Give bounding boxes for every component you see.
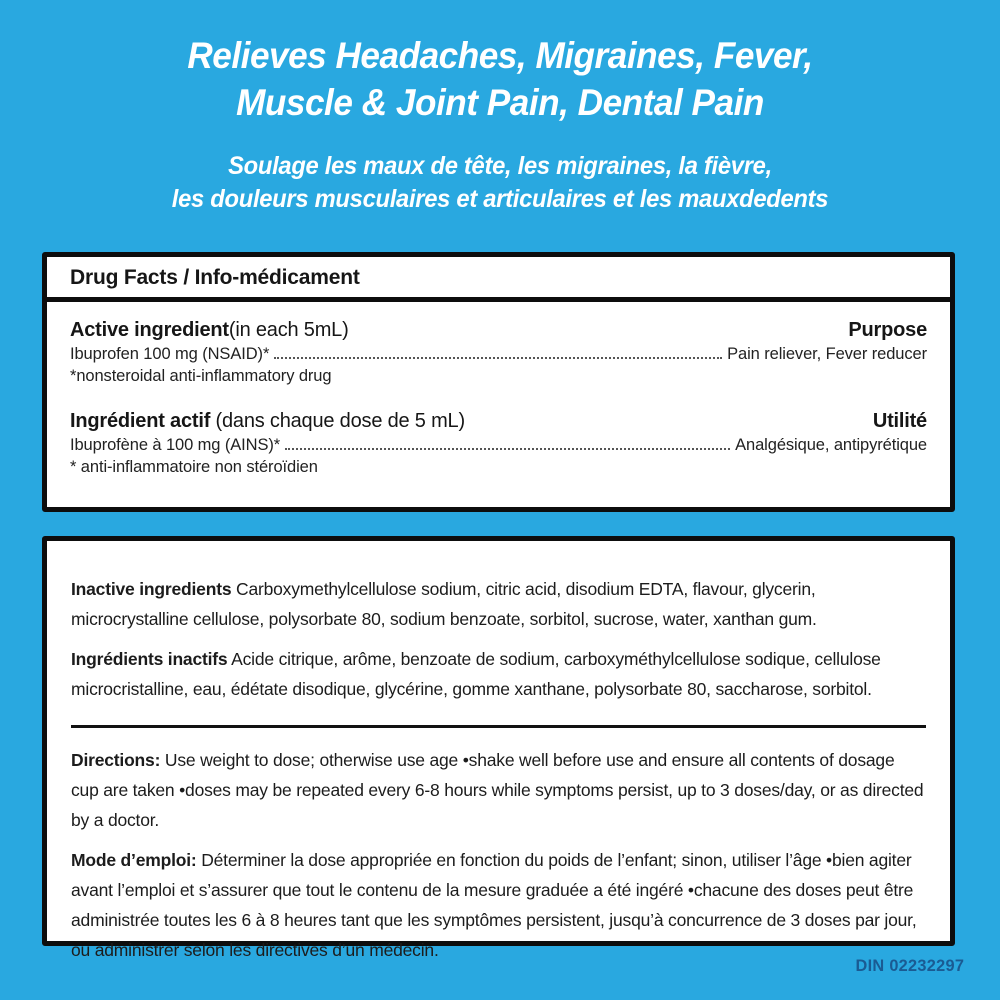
ingredient-row-fr — [70, 436, 927, 455]
directions-label-en: Directions: — [71, 750, 161, 770]
inactive-ingredients-en — [71, 574, 926, 634]
drug-facts-box — [42, 252, 955, 512]
purpose-value-en: Pain reliever, Fever reducer — [727, 345, 927, 363]
headline-english-line1: Relieves Headaches, Migraines, Fever, — [187, 35, 813, 76]
nsaid-footnote-fr: * anti-inflammatoire non stéroïdien — [70, 458, 318, 476]
directions-label-fr: Mode d’emploi: — [71, 850, 197, 870]
active-ingredient-dose-en: (in each 5mL) — [228, 319, 349, 341]
active-ingredient-heading-fr — [70, 410, 927, 433]
headline-french-line1: Soulage les maux de tête, les migraines, la fièvre, — [228, 152, 772, 180]
ingredient-name-fr: Ibuprofène à 100 mg (AINS)* — [70, 436, 281, 454]
section-divider — [71, 725, 926, 728]
headline-english-line2: Muscle & Joint Pain, Dental Pain — [236, 82, 764, 123]
purpose-label-fr: Utilité — [872, 410, 927, 432]
leader-dots — [285, 448, 730, 450]
din-number: DIN 02232297 — [855, 956, 964, 975]
directions-text-en: Use weight to dose; otherwise use age •shake well before use and ensure all contents of dosage cup are taken •doses may be repeated every 6-8 hours while symptoms persist, up to 3 doses/day, or as directed by a doctor. — [71, 750, 924, 830]
ingredient-name-en: Ibuprofen 100 mg (NSAID)* — [70, 345, 270, 363]
purpose-value-fr: Analgésique, antipyrétique — [735, 436, 927, 454]
active-ingredient-dose-fr: (dans chaque dose de 5 mL) — [210, 410, 465, 432]
inactive-ingredients-label-en: Inactive ingredients — [71, 579, 232, 599]
active-ingredient-label-en — [70, 319, 349, 342]
nsaid-footnote-en: *nonsteroidal anti-inflammatory drug — [70, 367, 332, 385]
drug-facts-title: Drug Facts / Info-médicament — [47, 257, 950, 302]
active-ingredient-heading-en — [70, 319, 927, 342]
drug-facts-body — [47, 302, 950, 477]
inactive-ingredients-fr — [71, 644, 926, 704]
inactive-ingredients-text-en: Carboxymethylcellulose sodium, citric acid, disodium EDTA, flavour, glycerin, microcrystalline cellulose, polysorbate 80, sodium benzoate, sorbitol, sucrose, water, xanthan gum. — [71, 579, 817, 629]
headline-english — [25, 32, 975, 126]
inactive-ingredients-text-fr: Acide citrique, arôme, benzoate de sodium, carboxyméthylcellulose sodique, cellulose microcristalline, eau, édétate disodique, glycérine, gomme xanthane, polysorbate 80, saccharose, sorbitol. — [71, 649, 881, 699]
inactive-ingredients-label-fr: Ingrédients inactifs — [71, 649, 228, 669]
details-box — [42, 536, 955, 960]
directions-fr — [71, 845, 926, 965]
directions-text-fr: Déterminer la dose appropriée en fonction du poids de l’enfant; sinon, utiliser l’âge •bien agiter avant l’emploi et s’assurer que tout le contenu de la mesure graduée a été ingéré •chacune des doses peut être administrée toutes les 6 à 8 heures tant que les symptômes persistent, jusqu’à concurrence de 3 doses par jour, ou administrer selon les directives d’un médecin. — [71, 850, 917, 960]
headline-french — [25, 150, 975, 216]
ingredient-row-en — [70, 345, 927, 364]
active-ingredient-bold-fr: Ingrédient actif — [70, 410, 211, 432]
active-ingredient-label-fr — [70, 410, 465, 433]
active-ingredient-section-fr — [70, 410, 927, 477]
leader-dots — [274, 357, 722, 359]
active-ingredient-bold-en: Active ingredient — [70, 319, 229, 341]
directions-en — [71, 745, 926, 835]
purpose-label-en: Purpose — [848, 319, 927, 341]
headline-french-line2: les douleurs musculaires et articulaires et les mauxdedents — [171, 185, 829, 213]
